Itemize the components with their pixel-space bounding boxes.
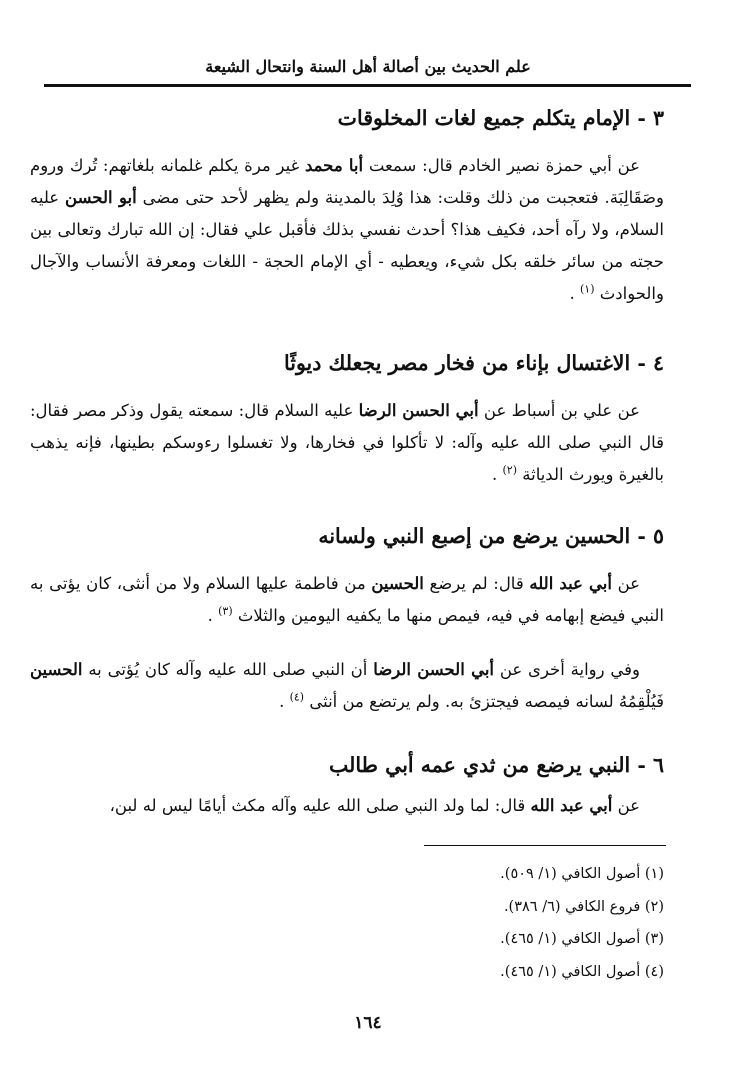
section-6 — [30, 750, 664, 780]
bold-name: أبي الحسن الرضا — [358, 401, 479, 420]
section-5 — [30, 521, 664, 551]
bold-name: الحسين — [30, 660, 83, 679]
paragraph — [30, 395, 664, 491]
text-run: قال: لم يرضع — [423, 574, 530, 593]
bold-name: أبي الحسن الرضا — [373, 660, 495, 679]
text-run: عليه السلام قال: سمعته يقول وذكر مصر فقال: قال النبي صلى الله عليه وآله: لا تأكلوا في فخارها، ولا تغسلوا رءوسكم بطينها، فإنه يذهب بالغيرة ويورث الدياثة — [30, 401, 664, 484]
bold-name: أبي عبد الله — [530, 796, 613, 815]
sentence-end: . — [207, 606, 213, 625]
text-run: وفي رواية أخرى عن — [494, 660, 640, 679]
sentence-end: . — [491, 465, 498, 484]
paragraph — [30, 568, 664, 632]
bold-name: أبا محمد — [304, 156, 364, 175]
text-run: عن علي بن أسباط عن — [478, 401, 640, 420]
section-heading: ٦ - النبي يرضع من ثدي عمه أبي طالب — [329, 753, 664, 777]
section-3 — [30, 103, 664, 133]
page-number: ١٦٤ — [354, 1013, 382, 1033]
text-run: عن أبي حمزة نصير الخادم قال: سمعت — [363, 156, 640, 175]
paragraph — [30, 654, 664, 718]
section-heading: ٥ - الحسين يرضع من إصبع النبي ولسانه — [318, 524, 664, 548]
section-4-body — [30, 395, 664, 491]
text-run: من فاطمة عليها السلام ولا من أنثى، كان يؤتى به النبي فيضع إبهامه في فيه، فيمص منها ما يكفيه اليومين والثلاث — [30, 574, 664, 625]
text-run: أن النبي صلى الله عليه وآله كان يُؤتى به — [82, 660, 374, 679]
sentence-end: . — [569, 284, 575, 303]
text-run: عن — [612, 796, 640, 815]
footnote: (٤) أصول الكافي (١/ ٤٦٥). — [500, 963, 664, 980]
footnote-marker: (٣) — [218, 604, 233, 618]
bold-name: أبي عبد الله — [529, 574, 612, 593]
section-heading: ٣ - الإمام يتكلم جميع لغات المخلوقات — [337, 106, 664, 130]
header-rule — [44, 84, 691, 87]
section-6-body — [30, 790, 664, 822]
bold-name: أبو الحسن — [65, 188, 137, 207]
footnotes — [30, 858, 664, 988]
footnote-rule — [424, 845, 666, 846]
section-5-body — [30, 568, 664, 632]
bold-name: الحسين — [371, 574, 424, 593]
footnote-marker: (٤) — [289, 690, 305, 704]
text-run: قال: لما ولد النبي صلى الله عليه وآله مكث أيامًا ليس له لبن، — [109, 796, 531, 815]
text-run: عن — [611, 574, 640, 593]
footnote-marker: (١) — [580, 282, 595, 296]
footnote: (٣) أصول الكافي (١/ ٤٦٥). — [500, 931, 664, 947]
sentence-end: . — [279, 692, 285, 711]
section-4 — [30, 348, 664, 378]
paragraph — [30, 150, 664, 310]
section-3-body — [30, 150, 664, 310]
text-run: عليه السلام، ولا رآه أحد، فكيف هذا؟ أحدث نفسي بذلك فأقبل علي فقال: إن الله تبارك وتعالى بين حجته من سائر خلقه بكل شيء، ويعطيه - أي الإمام الحجة - اللغات ومعرفة الأنساب والآجال والحوادث — [30, 188, 664, 303]
text-run: فَيُلْقِمُهُ لسانه فيمصه فيجتزئ به. ولم يرتضع من أنثى — [309, 692, 664, 711]
text-run: غير مرة يكلم غلمانه بلغاتهم: تُرك وروم وصَقَالِبَة. فتعجبت من ذلك وقلت: هذا وُلِدَ بالمدينة ولم يظهر لأحد حتى مضى — [30, 156, 664, 207]
footnote: (٢) فروع الكافي (٦/ ٣٨٦). — [503, 898, 664, 915]
running-header: علم الحديث بين أصالة أهل السنة وانتحال الشيعة — [205, 57, 531, 76]
paragraph — [30, 790, 664, 822]
section-heading: ٤ - الاغتسال بإناء من فخار مصر يجعلك ديوثًا — [284, 351, 664, 375]
footnote-marker: (٢) — [502, 463, 517, 477]
section-5-body-2 — [30, 654, 664, 718]
footnote: (١) أصول الكافي (١/ ٥٠٩). — [500, 866, 664, 882]
